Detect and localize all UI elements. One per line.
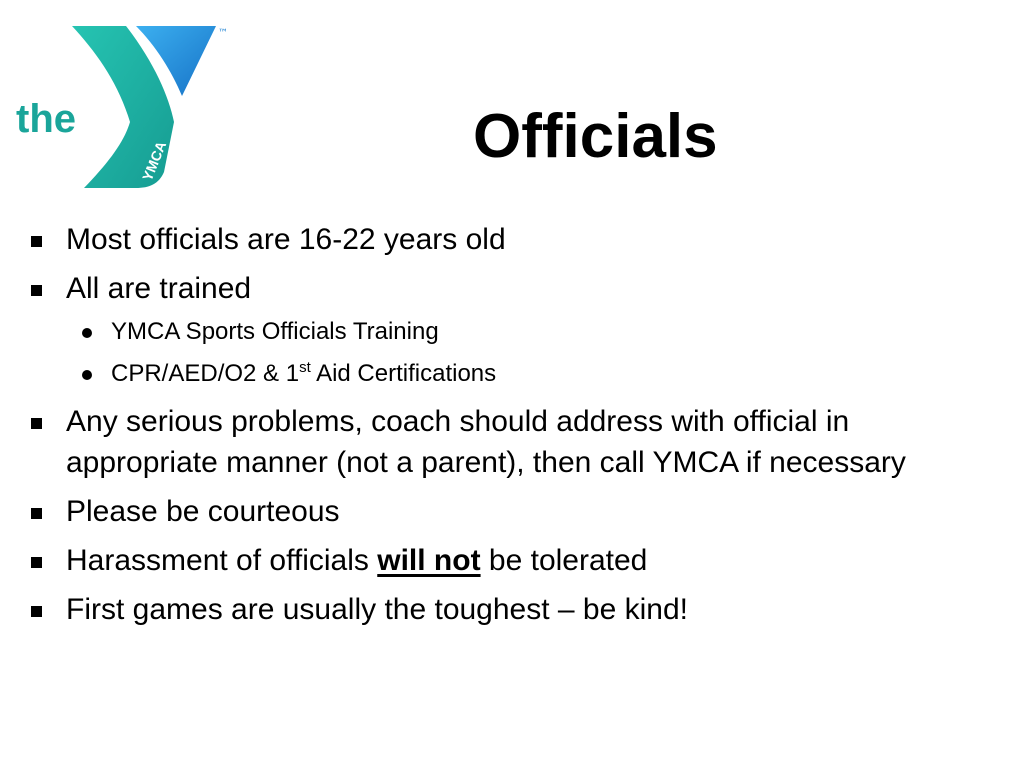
bullet-item xyxy=(0,268,946,309)
bullet-text: Please be courteous xyxy=(66,495,340,528)
sub-bullet-list xyxy=(0,311,1000,395)
bullet-item xyxy=(0,219,946,260)
bullet-item xyxy=(0,491,946,532)
sub-bullet-group xyxy=(0,311,1000,395)
square-bullet-icon xyxy=(31,285,42,296)
logo-ymca-text: YMCA xyxy=(138,138,170,184)
bullet-list xyxy=(0,219,1000,638)
sub-bullet-text-end: Aid Certifications xyxy=(310,360,497,387)
square-bullet-icon xyxy=(31,606,42,617)
sub-bullet-text: YMCA Sports Officials Training xyxy=(111,318,439,345)
bullet-item xyxy=(0,401,946,483)
bullet-item xyxy=(0,540,946,581)
ymca-logo xyxy=(14,22,236,192)
bullet-text: First games are usually the toughest – be kind! xyxy=(66,593,689,626)
bullet-text: Most officials are 16-22 years old xyxy=(66,223,506,256)
bullet-text-end: be tolerated xyxy=(480,544,648,577)
logo-word-the: the xyxy=(16,97,76,141)
round-bullet-icon xyxy=(82,370,92,380)
bullet-text: All are trained xyxy=(66,272,252,305)
logo-trademark: ™ xyxy=(218,28,228,39)
round-bullet-icon xyxy=(82,328,92,338)
square-bullet-icon xyxy=(31,236,42,247)
sub-bullet-text-start: CPR/AED/O2 & 1 xyxy=(111,360,300,387)
sub-bullet-item xyxy=(0,353,1000,395)
emphasis-text: will not xyxy=(377,544,481,577)
sub-bullet-superscript: st xyxy=(299,359,311,376)
bullet-text: Any serious problems, coach should address with official in appropriate manner (not a parent), then call YMCA if necessary xyxy=(66,405,906,479)
square-bullet-icon xyxy=(31,418,42,429)
sub-bullet-item xyxy=(0,311,1000,353)
square-bullet-icon xyxy=(31,557,42,568)
bullet-item xyxy=(0,589,946,630)
slide-title: Officials xyxy=(473,102,718,171)
bullet-text-start: Harassment of officials xyxy=(66,544,378,577)
square-bullet-icon xyxy=(31,508,42,519)
